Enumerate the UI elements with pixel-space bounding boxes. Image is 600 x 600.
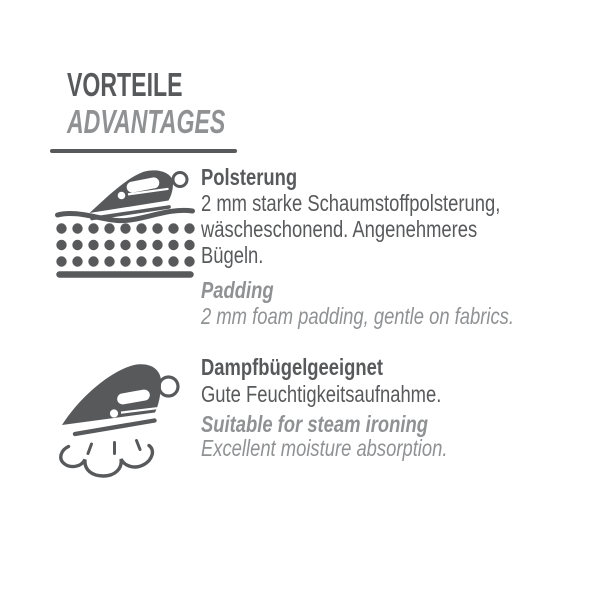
steam-iron-icon — [55, 360, 195, 490]
page-title-english: ADVANTAGES — [67, 103, 226, 140]
section-heading-de: Polsterung — [201, 164, 298, 190]
section-heading-en: Padding — [201, 277, 274, 303]
page-title-german: VORTEILE — [67, 66, 183, 103]
section-body-de — [201, 190, 500, 268]
section-heading-en: Suitable for steam ironing — [201, 411, 428, 437]
section-body-en: Excellent moisture absorption. — [201, 435, 448, 461]
section-body-en: 2 mm foam padding, gentle on fabrics. — [201, 303, 514, 329]
section-body-de: Gute Feuchtigkeitsaufnahme. — [201, 381, 442, 407]
header-divider — [50, 149, 237, 153]
section-heading-de: Dampfbügelgeeignet — [201, 354, 383, 380]
body-line: wäscheschonend. Angenehmeres — [201, 216, 478, 242]
body-line: 2 mm starke Schaumstoffpolsterung, — [201, 190, 501, 216]
iron-on-padding-icon — [55, 166, 195, 288]
body-line: Bügeln. — [201, 242, 264, 268]
